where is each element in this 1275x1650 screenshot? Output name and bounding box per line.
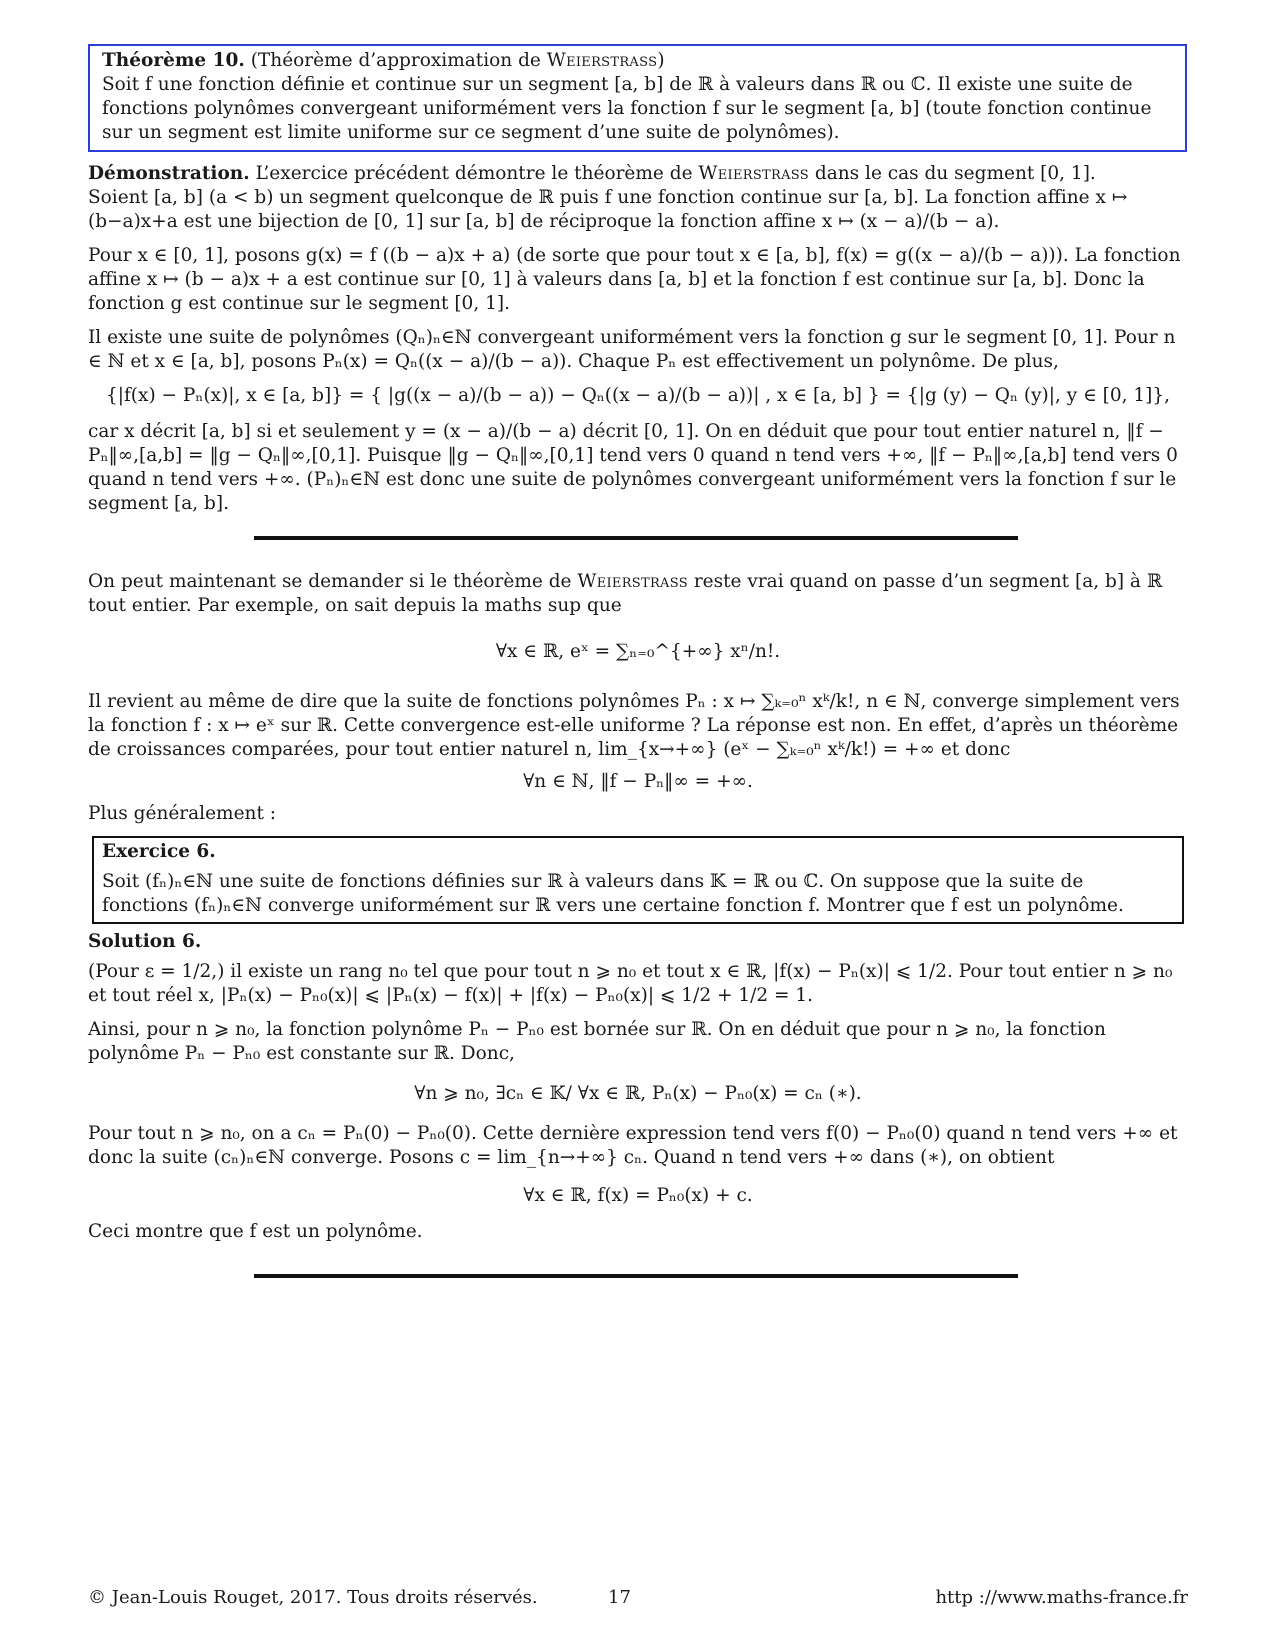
theorem-box (88, 44, 1187, 152)
demo-intro (88, 162, 1188, 186)
footer-page-number: 17 (608, 1587, 631, 1608)
solution-label (88, 930, 1188, 954)
demo-intro-pre: L’exercice précédent démontre le théorème de (255, 163, 699, 184)
exercise-label (102, 840, 1174, 864)
discussion-paragraph-3: Plus généralement : (88, 803, 276, 824)
theorem-title-name: Weierstrass (546, 50, 658, 71)
demo-paragraph-4: car x décrit [a, b] si et seulement y = (x − a)/(b − a) décrit [0, 1]. On en déduit que pour tout entier naturel n, ‖f − Pₙ‖∞,[a,b] = ‖g − Qₙ‖∞,[0,1]. Puisque ‖g − Qₙ‖∞,[0,1] tend vers 0 quand n tend vers +∞, ‖f − Pₙ‖∞,[a,b] tend vers 0 quand n tend vers +∞. (Pₙ)ₙ∈ℕ est donc une suite de polynômes convergeant uniformément vers la fonction f sur le segment [a, b]. (88, 421, 1178, 514)
demo-paragraph-1: Soient [a, b] (a < b) un segment quelconque de ℝ puis f une fonction continue sur [a, b]. La fonction affine x ↦ (b−a)x+a est une bijection de [0, 1] sur [a, b] de réciproque la fonction affine x ↦ (x − a)/(b − a). (88, 187, 1128, 232)
exp-series-equation: ∀x ∈ ℝ, eˣ = ∑ₙ₌₀^{+∞} xⁿ/n!. (495, 641, 781, 662)
theorem-body: Soit f une fonction définie et continue sur un segment [a, b] de ℝ à valeurs dans ℝ ou ℂ. Il existe une suite de fonctions polynômes convergeant uniformément vers la fonction f sur le segment [a, b] (toute fonction continue sur un segment est limite uniforme sur ce segment d’une suite de polynômes). (102, 74, 1152, 143)
demo-intro-post: dans le cas du segment [0, 1]. (808, 163, 1096, 184)
demo-equation-sets: {|f(x) − Pₙ(x)|, x ∈ [a, b]} = { |g((x − a)/(b − a)) − Qₙ((x − a)/(b − a))| , x ∈ [a, b] } = {|g (y) − Qₙ (y)|, y ∈ [0, 1]}, (105, 385, 1171, 406)
demo-paragraph-3: Il existe une suite de polynômes (Qₙ)ₙ∈ℕ convergeant uniformément vers la fonction g sur le segment [0, 1]. Pour n ∈ ℕ et x ∈ [a, b], posons Pₙ(x) = Qₙ((x − a)/(b − a)). Chaque Pₙ est effectivement un polynôme. De plus, (88, 327, 1176, 372)
final-equation: ∀x ∈ ℝ, f(x) = Pₙ₀(x) + c. (523, 1185, 753, 1206)
demo-paragraph-2: Pour x ∈ [0, 1], posons g(x) = f ((b − a)x + a) (de sorte que pour tout x ∈ [a, b], f(x) = g((x − a)/(b − a))). La fonction affine x ↦ (b − a)x + a est continue sur [0, 1] à valeurs dans [a, b] et la fonction f est continue sur [a, b]. Donc la fonction g est continue sur le segment [0, 1]. (88, 245, 1181, 314)
discussion-paragraph-2: Il revient au même de dire que la suite de fonctions polynômes Pₙ : x ↦ ∑ₖ₌₀ⁿ xᵏ/k!, n ∈ ℕ, converge simplement vers la fonction f : x ↦ eˣ sur ℝ. Cette convergence est-elle uniforme ? La réponse est non. En effet, d’après un théorème de croissances comparées, pour tout entier naturel n, lim_{x→+∞} (eˣ − ∑ₖ₌₀ⁿ xᵏ/k!) = +∞ et donc (88, 691, 1180, 760)
solution-paragraph-4: Ceci montre que f est un polynôme. (88, 1221, 423, 1242)
page-footer (88, 1586, 1188, 1610)
discussion-p1-pre: On peut maintenant se demander si le théorème de (88, 571, 578, 592)
theorem-heading (102, 49, 1173, 73)
footer-copyright: © Jean-Louis Rouget, 2017. Tous droits réservés. (88, 1587, 538, 1608)
discussion-p1-name: Weierstrass (577, 571, 688, 592)
demo-intro-name: Weierstrass (698, 163, 809, 184)
footer-url[interactable]: http ://www.maths-france.fr (935, 1587, 1188, 1608)
theorem-title-post: ) (657, 50, 665, 71)
discussion-p1-post: reste vrai quand on passe d’un segment [a, b] à ℝ tout entier. Par exemple, on sait depuis la maths sup que (88, 571, 1163, 616)
demo-label: Démonstration. (88, 163, 250, 184)
solution-label-text: Solution 6. (88, 931, 202, 952)
theorem-label: Théorème 10. (102, 50, 245, 71)
discussion-paragraph-1 (88, 570, 1188, 618)
theorem-title-pre: (Théorème d’approximation de (250, 50, 547, 71)
exercise-box (92, 836, 1184, 924)
section-separator-bottom (254, 1274, 1018, 1278)
solution-paragraph-2: Ainsi, pour n ⩾ n₀, la fonction polynôme Pₙ − Pₙ₀ est bornée sur ℝ. On en déduit que pour n ⩾ n₀, la fonction polynôme Pₙ − Pₙ₀ est constante sur ℝ. Donc, (88, 1019, 1106, 1064)
document-page (88, 44, 1188, 1278)
constant-equation: ∀n ⩾ n₀, ∃cₙ ∈ 𝕂/ ∀x ∈ ℝ, Pₙ(x) − Pₙ₀(x) = cₙ (∗). (414, 1083, 862, 1104)
solution-paragraph-3: Pour tout n ⩾ n₀, on a cₙ = Pₙ(0) − Pₙ₀(0). Cette dernière expression tend vers f(0) − Pₙ₀(0) quand n tend vers +∞ et donc la suite (cₙ)ₙ∈ℕ converge. Posons c = lim_{n→+∞} cₙ. Quand n tend vers +∞ dans (∗), on obtient (88, 1123, 1178, 1168)
exercise-label-text: Exercice 6. (102, 841, 216, 862)
norm-equation: ∀n ∈ ℕ, ‖f − Pₙ‖∞ = +∞. (523, 771, 753, 792)
solution-paragraph-1: (Pour ε = 1/2,) il existe un rang n₀ tel que pour tout n ⩾ n₀ et tout x ∈ ℝ, |f(x) − Pₙ(x)| ⩽ 1/2. Pour tout entier n ⩾ n₀ et tout réel x, |Pₙ(x) − Pₙ₀(x)| ⩽ |Pₙ(x) − f(x)| + |f(x) − Pₙ₀(x)| ⩽ 1/2 + 1/2 = 1. (88, 961, 1173, 1006)
exercise-body: Soit (fₙ)ₙ∈ℕ une suite de fonctions définies sur ℝ à valeurs dans 𝕂 = ℝ ou ℂ. On suppose que la suite de fonctions (fₙ)ₙ∈ℕ converge uniformément sur ℝ vers une certaine fonction f. Montrer que f est un polynôme. (102, 871, 1124, 916)
